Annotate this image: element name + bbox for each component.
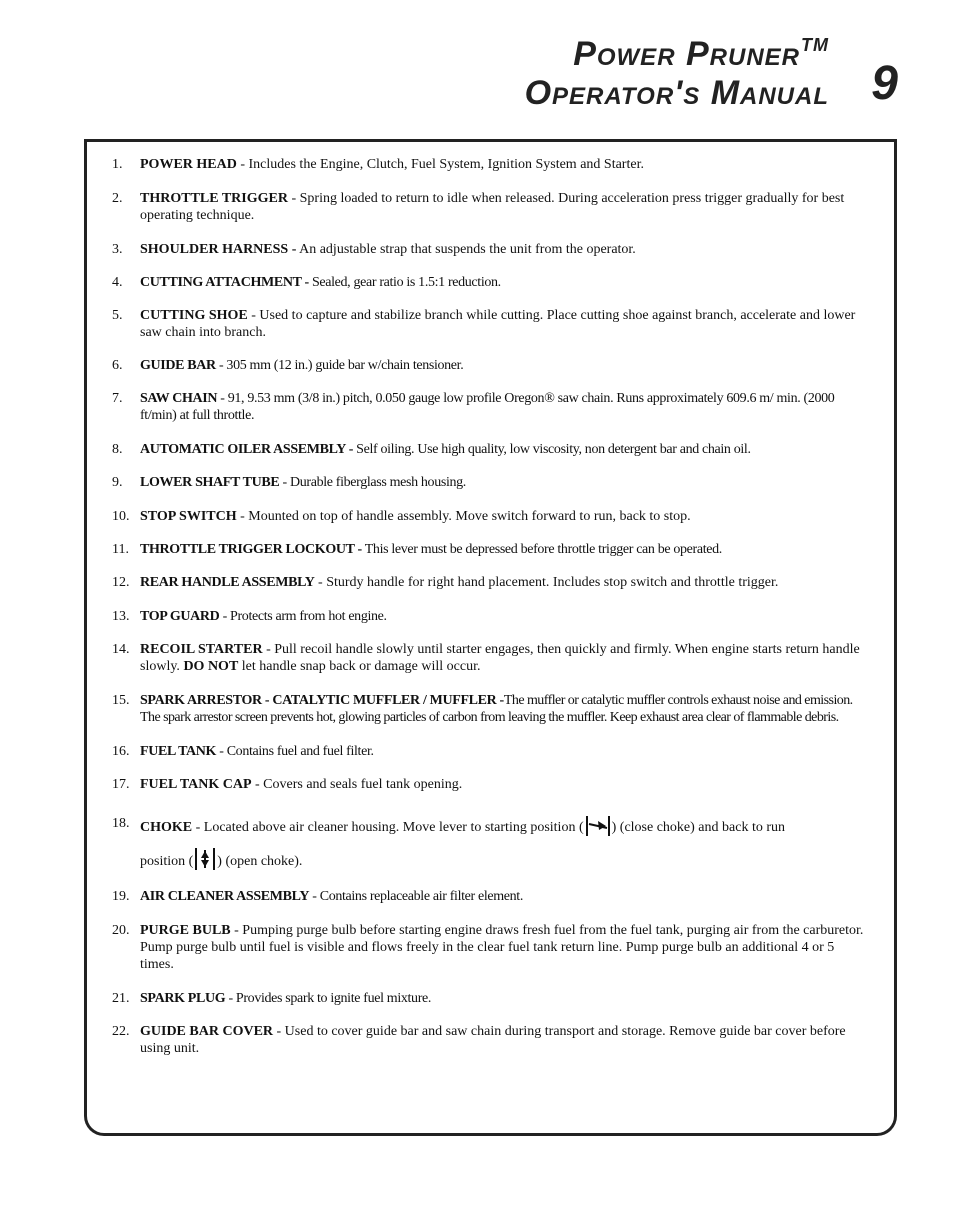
item-number: 2. [112, 191, 123, 206]
item-number: 13. [112, 609, 130, 624]
item-desc: The muffler or catalytic muffler controls exhaust noise and emission. The spark arrestor screen prevents hot, glowing particles of carbon from leaving the muffler. Keep exhaust area clear of flammable debris. [140, 693, 853, 725]
list-item [110, 641, 866, 675]
item-number: 11. [112, 542, 129, 557]
item-desc: - Contains replaceable air filter element. [309, 889, 523, 904]
list-item [110, 608, 866, 625]
item-desc-cont: ) (open choke). [217, 854, 303, 869]
item-desc: - Durable fiberglass mesh housing. [279, 475, 466, 490]
item-term: TOP GUARD [140, 609, 220, 624]
list-item [110, 888, 866, 905]
item-number: 16. [112, 744, 130, 759]
item-number: 4. [112, 275, 123, 290]
list-item [110, 190, 866, 224]
item-emphasis: DO NOT [183, 659, 239, 674]
item-term: STOP SWITCH [140, 509, 237, 524]
item-desc: - Provides spark to ignite fuel mixture. [225, 991, 432, 1006]
item-term: GUIDE BAR COVER [140, 1024, 274, 1039]
list-item [110, 815, 866, 871]
list-item [110, 357, 866, 374]
item-desc-cont: let handle snap back or damage will occur. [238, 659, 481, 674]
item-number: 3. [112, 242, 123, 257]
list-item [110, 307, 866, 341]
list-item [110, 692, 866, 726]
list-item [110, 274, 866, 291]
list-item [110, 574, 866, 591]
component-list [110, 156, 866, 1057]
item-number: 14. [112, 642, 130, 657]
item-number: 17. [112, 777, 130, 792]
item-number: 7. [112, 391, 123, 406]
manual-title [525, 36, 829, 110]
item-number: 21. [112, 991, 130, 1006]
list-item [110, 441, 866, 458]
list-item [110, 743, 866, 760]
item-number: 19. [112, 889, 130, 904]
item-desc: - Used to cover guide bar and saw chain during transport and storage. Remove guide bar cover before using unit. [140, 1024, 846, 1056]
item-desc: - Spring loaded to return to idle when released. During acceleration press trigger gradually for best operating technique. [140, 191, 845, 223]
page-number: 9 [871, 57, 898, 110]
item-term: REAR HANDLE ASSEMBLY [140, 575, 315, 590]
item-term: LOWER SHAFT TUBE [140, 475, 280, 490]
list-item [110, 390, 866, 424]
trademark: TM [801, 35, 829, 55]
item-term: POWER HEAD [140, 157, 237, 172]
item-number: 1. [112, 157, 123, 172]
item-desc: - Sturdy handle for right hand placement. Includes stop switch and throttle trigger. [314, 575, 779, 590]
item-desc: - Covers and seals fuel tank opening. [251, 777, 463, 792]
title-line-2: Operator's Manual [524, 74, 829, 112]
item-number: 6. [112, 358, 123, 373]
item-desc: - Used to capture and stabilize branch while cutting. Place cutting shoe against branch, accelerate and lower saw chain into branch. [140, 308, 856, 340]
list-item [110, 990, 866, 1007]
list-item [110, 156, 866, 173]
item-desc: - Protects arm from hot engine. [219, 609, 387, 624]
item-desc: - 91, 9.53 mm (3/8 in.) pitch, 0.050 gauge low profile Oregon® saw chain. Runs approximately 609.6 m/ min. (2000 ft/min) at full throttle. [140, 391, 835, 423]
item-number: 15. [112, 693, 130, 708]
item-term: SAW CHAIN [140, 391, 218, 406]
item-number: 9. [112, 475, 123, 490]
item-term: AUTOMATIC OILER ASSEMBLY - [140, 442, 354, 457]
item-term: PURGE BULB [140, 923, 231, 938]
item-desc: An adjustable strap that suspends the unit from the operator. [296, 242, 636, 257]
title-line-1: Power Pruner™ [573, 35, 829, 73]
item-term: RECOIL STARTER [140, 642, 263, 657]
item-desc-cont: ) (close choke) and back to run [611, 820, 785, 835]
item-term: THROTTLE TRIGGER [140, 191, 288, 206]
choke-open-icon [194, 847, 216, 871]
item-term: SPARK ARRESTOR - CATALYTIC MUFFLER / MUFFLER - [140, 693, 504, 708]
item-desc: - Located above air cleaner housing. Move lever to starting position ( [192, 820, 584, 835]
item-number: 5. [112, 308, 123, 323]
item-term: AIR CLEANER ASSEMBLY [140, 889, 310, 904]
list-item [110, 922, 866, 973]
item-desc: This lever must be depressed before throttle trigger can be operated. [361, 542, 722, 557]
item-term: CUTTING ATTACHMENT - [140, 275, 309, 290]
item-number: 18. [112, 816, 130, 831]
item-desc: - Pumping purge bulb before starting engine draws fresh fuel from the fuel tank, purging air from the carburetor. Pump purge bulb until fuel is visible and flows freely in the clear fuel tank return line. Pump purge bulb an additional 4 or 5 times. [140, 923, 864, 972]
item-number: 22. [112, 1024, 130, 1039]
list-item [110, 474, 866, 491]
list-item [110, 241, 866, 258]
item-number: 10. [112, 509, 130, 524]
item-term: SPARK PLUG [140, 991, 226, 1006]
item-desc: Self oiling. Use high quality, low viscosity, non detergent bar and chain oil. [353, 442, 751, 457]
item-term: THROTTLE TRIGGER LOCKOUT - [140, 542, 362, 557]
item-desc: - Pull recoil handle slowly until starter engages, then quickly and firmly. When engine starts return handle slowly. [140, 642, 860, 674]
choke-closed-icon [585, 815, 611, 837]
item-desc: - Contains fuel and fuel filter. [216, 744, 374, 759]
item-term: SHOULDER HARNESS - [140, 242, 297, 257]
list-item [110, 541, 866, 558]
item-term: CHOKE [140, 820, 193, 835]
item-desc: - Includes the Engine, Clutch, Fuel System, Ignition System and Starter. [236, 157, 644, 172]
item-term: GUIDE BAR [140, 358, 216, 373]
item-number: 8. [112, 442, 123, 457]
list-item [110, 776, 866, 793]
choke-line-2 [140, 847, 866, 871]
item-term: FUEL TANK CAP [140, 777, 252, 792]
item-desc: - Mounted on top of handle assembly. Move switch forward to run, back to stop. [236, 509, 691, 524]
item-term: FUEL TANK [140, 744, 217, 759]
item-number: 20. [112, 923, 130, 938]
list-item [110, 508, 866, 525]
item-desc: - 305 mm (12 in.) guide bar w/chain tensioner. [215, 358, 464, 373]
item-desc-cont: position ( [140, 854, 194, 869]
list-item [110, 1023, 866, 1057]
item-number: 12. [112, 575, 130, 590]
item-desc: Sealed, gear ratio is 1.5:1 reduction. [308, 275, 501, 290]
item-term: CUTTING SHOE [140, 308, 248, 323]
